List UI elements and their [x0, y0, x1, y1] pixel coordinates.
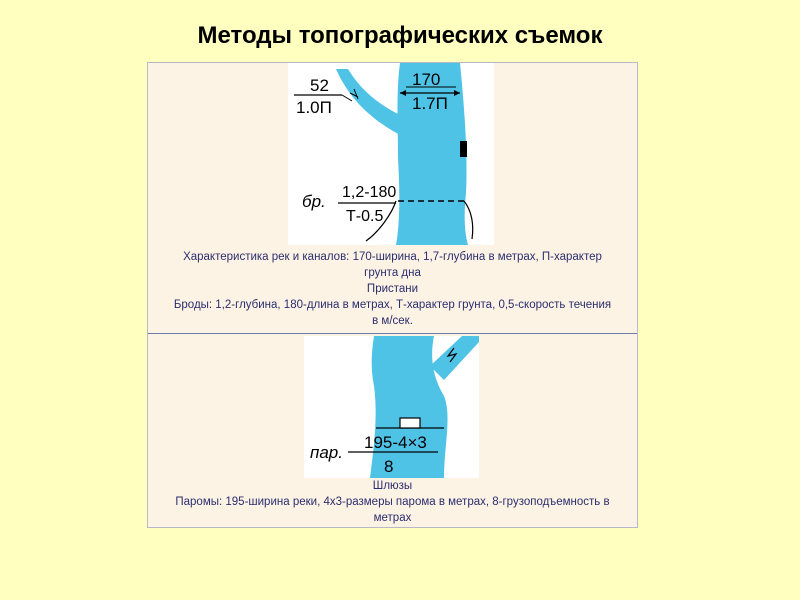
- river-symbols-svg: [288, 63, 494, 245]
- caption-line: Броды: 1,2-глубина, 180-длина в метрах, Т-характер грунта, 0,5-скорость течения: [173, 299, 612, 311]
- slide-title: Методы топографических съемок: [197, 22, 603, 49]
- ford-top-label: 1,2-180: [342, 184, 397, 201]
- caption-line: грунта дна: [364, 267, 421, 279]
- caption-line: метрах: [373, 512, 412, 524]
- main-river-shape: [396, 63, 468, 245]
- ferry-marker: [400, 418, 420, 428]
- ferry-symbols-caption: [148, 478, 637, 526]
- river-depth-label: 1.7П: [412, 94, 448, 113]
- tributary-width-label: 52: [310, 76, 329, 95]
- caption-line: в м/сек.: [372, 315, 413, 327]
- ford-prefix-label: бр.: [302, 192, 326, 211]
- ferry-symbols-picture: [304, 336, 479, 478]
- ferry-bottom-label: 8: [384, 457, 394, 476]
- caption-line: Пристани: [366, 283, 419, 295]
- row-divider: [148, 333, 637, 334]
- ford-bottom-label: Т-0.5: [346, 208, 384, 225]
- ferry-prefix-label: пар.: [310, 443, 343, 462]
- river-width-label: 170: [412, 70, 441, 89]
- tributary-depth-label: 1.0П: [296, 98, 332, 117]
- ferry-top-label: 195-4×3: [364, 433, 427, 452]
- tributary-shape: [336, 69, 400, 135]
- river-symbols-caption: [148, 249, 637, 329]
- branch-shape: [430, 336, 479, 380]
- caption-line: Характеристика рек и каналов: 170-ширина, 1,7-глубина в метрах, П-характер: [183, 251, 602, 263]
- caption-line: Паромы: 195-ширина реки, 4х3-размеры парома в метрах, 8-грузоподъемность в: [175, 496, 610, 508]
- legend-table: [147, 62, 638, 528]
- river-shape: [370, 336, 448, 478]
- caption-line: Шлюзы: [372, 480, 413, 492]
- river-symbols-picture: [288, 63, 494, 245]
- pier-marker: [460, 141, 467, 157]
- ferry-symbols-svg: [304, 336, 479, 478]
